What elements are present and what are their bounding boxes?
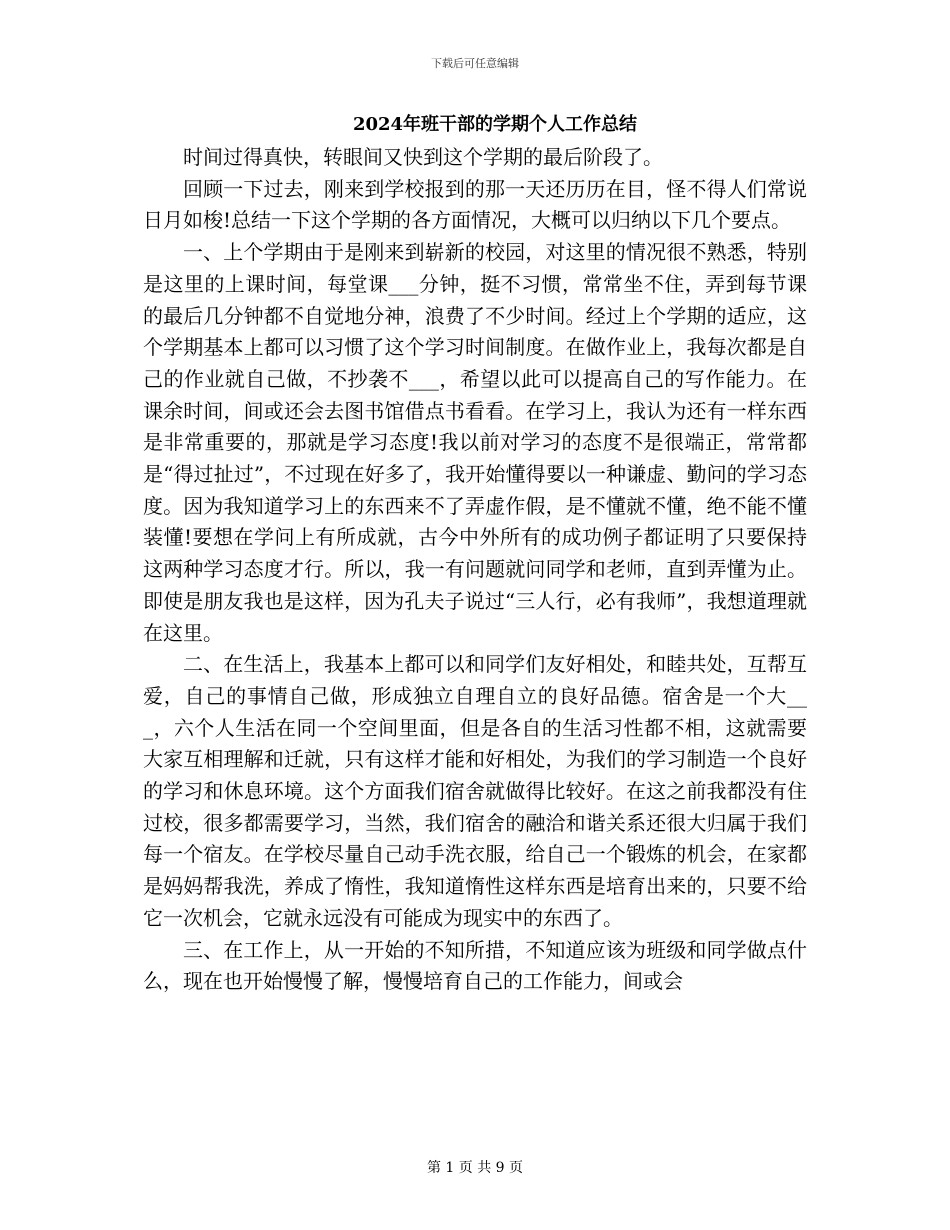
paragraph-study: 一、上个学期由于是刚来到崭新的校园，对这里的情况很不熟悉，特别是这里的上课时间，每堂课___分钟，挺不习惯，常常坐不住，弄到每节课的最后几分钟都不自觉地分神，浪费了不少时间。经过上个学期的适应，这个学期基本上都可以习惯了这个学习时间制度。在做作业上，我每次都是自己的作业就自己做，不抄袭不___，希望以此可以提高自己的写作能力。在课余时间，间或还会去图书馆借点书看看。在学习上，我认为还有一样东西是非常重要的，那就是学习态度!我以前对学习的态度不是很端正，常常都是“得过扯过”，不过现在好多了，我开始懂得要以一种谦虚、勤问的学习态度。因为我知道学习上的东西来不了弄虚作假，是不懂就不懂，绝不能不懂装懂!要想在学问上有所成就，古今中外所有的成功例子都证明了只要保持这两种学习态度才行。所以，我一有问题就问同学和老师，直到弄懂为止。即使是朋友我也是这样，因为孔夫子说过“三人行，必有我师”，我想道理就在这里。 [143,240,807,645]
paragraph-life: 二、在生活上，我基本上都可以和同学们友好相处，和睦共处，互帮互爱，自己的事情自己做，形成独立自理自立的良好品德。宿舍是一个大___，六个人生活在同一个空间里面，但是各自的生活习性都不相，这就需要大家互相理解和迁就，只有这样才能和好相处，为我们的学习制造一个良好的学习和休息环境。这个方面我们宿舍就做得比较好。在这之前我都没有住过校，很多都需要学习，当然，我们宿舍的融洽和谐关系还很大归属于我们每一个宿友。在学校尽量自己动手洗衣服，给自己一个锻炼的机会，在家都是妈妈帮我洗，养成了惰性，我知道惰性这样东西是培育出来的，只要不给它一次机会，它就永远没有可能成为现实中的东西了。 [143,652,807,930]
document-title: 2024年班干部的学期个人工作总结 [352,114,638,135]
document-body [143,142,807,998]
paragraph-intro: 时间过得真快，转眼间又快到这个学期的最后阶段了。 [183,145,663,169]
paragraph-work: 三、在工作上，从一开始的不知所措，不知道应该为班级和同学做点什么，现在也开始慢慢了解，慢慢培育自己的工作能力，间或会 [143,937,807,994]
header-note: 下载后可任意编辑 [431,57,519,70]
paragraph-review: 回顾一下过去，刚来到学校报到的那一天还历历在目，怪不得人们常说日月如梭!总结一下这个学期的各方面情况，大概可以归纳以下几个要点。 [143,176,807,233]
page-number: 第 1 页 共 9 页 [426,1160,524,1176]
